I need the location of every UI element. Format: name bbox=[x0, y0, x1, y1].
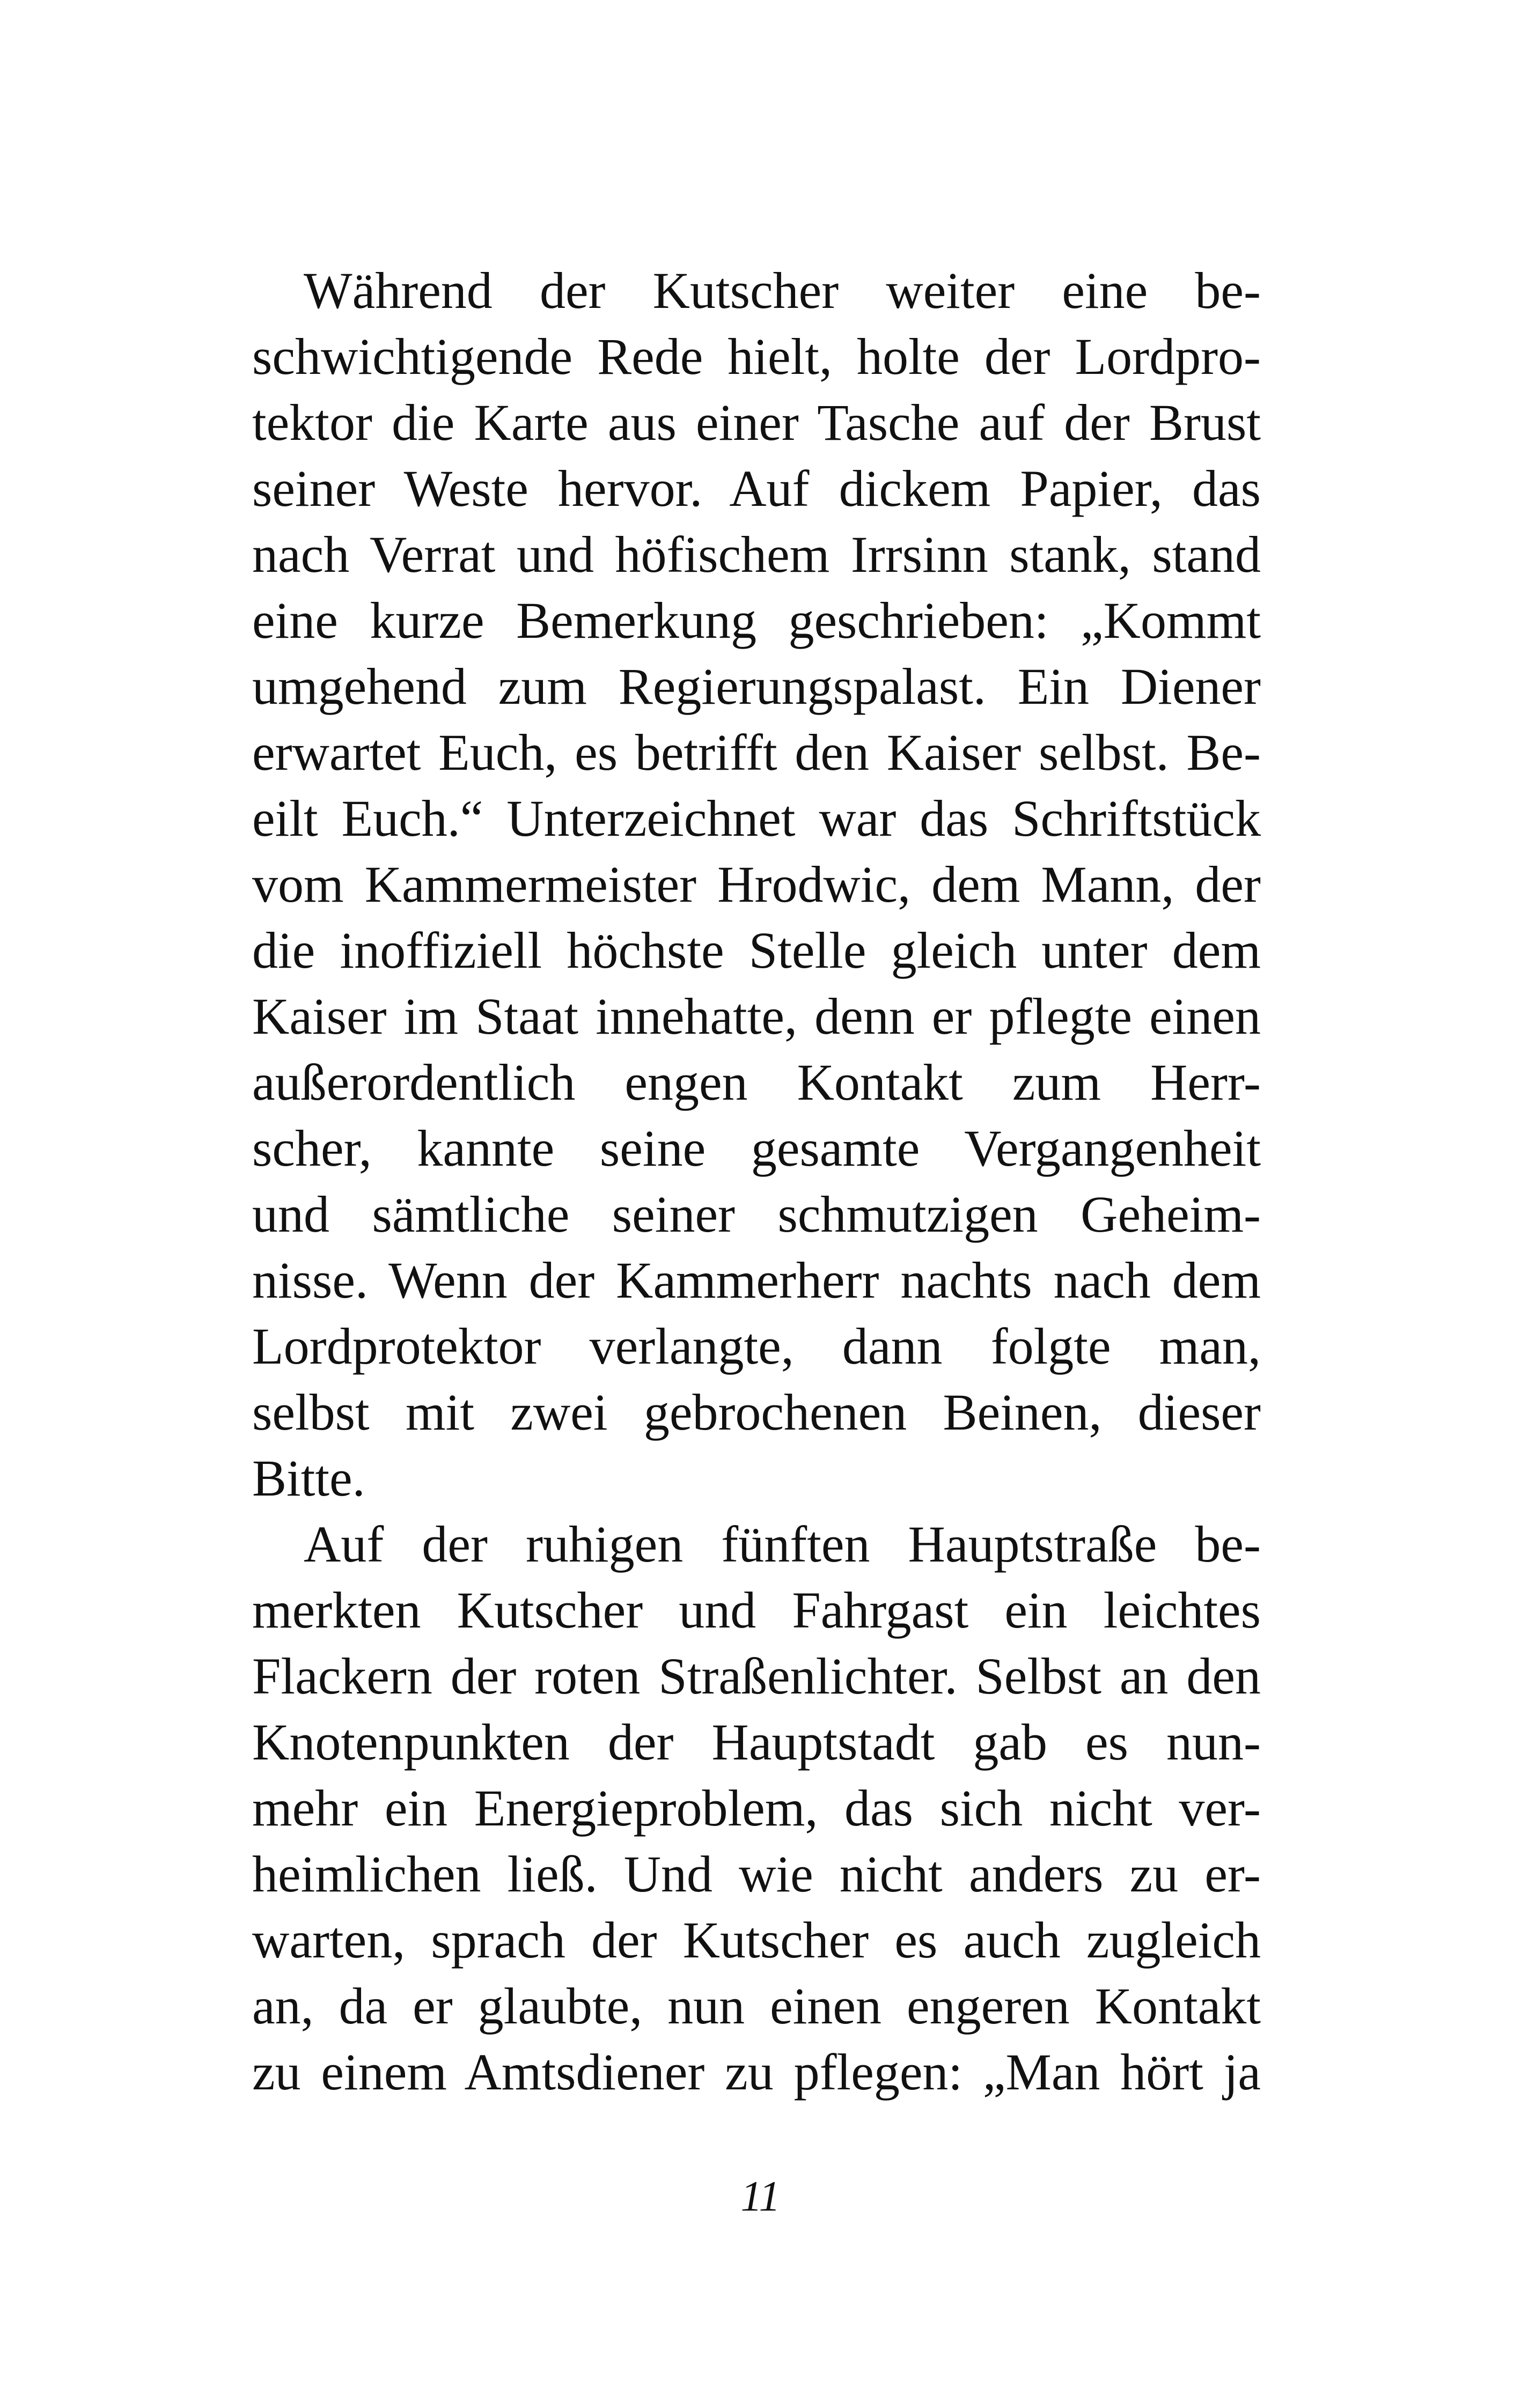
text-line: außerordentlich engen Kontakt zum Herr- bbox=[252, 1054, 1261, 1111]
text-line: heimlichen ließ. Und wie nicht anders zu er- bbox=[252, 1845, 1261, 1903]
text-line: nach Verrat und höfischem Irrsinn stank, stand bbox=[252, 526, 1261, 583]
text-line: an, da er glaubte, nun einen engeren Kontakt bbox=[252, 1977, 1261, 2035]
text-line: selbst mit zwei gebrochenen Beinen, dieser bbox=[252, 1383, 1261, 1441]
text-line: Flackern der roten Straßenlichter. Selbst an den bbox=[252, 1647, 1261, 1705]
paragraph bbox=[252, 1511, 1261, 2105]
text-line: Kaiser im Staat innehatte, denn er pflegte einen bbox=[252, 988, 1261, 1045]
text-line: Lordprotektor verlangte, dann folgte man, bbox=[252, 1317, 1261, 1375]
text-line: eine kurze Bemerkung geschrieben: „Kommt bbox=[252, 592, 1261, 649]
text-line: und sämtliche seiner schmutzigen Geheim- bbox=[252, 1185, 1261, 1243]
text-line: mehr ein Energieproblem, das sich nicht ver- bbox=[252, 1779, 1261, 1837]
text-line: nisse. Wenn der Kammerherr nachts nach dem bbox=[252, 1251, 1261, 1309]
text-line: schwichtigende Rede hielt, holte der Lordpro- bbox=[252, 328, 1261, 385]
text-line: erwartet Euch, es betrifft den Kaiser selbst. Be- bbox=[252, 724, 1261, 781]
text-line: Auf der ruhigen fünften Hauptstraße be- bbox=[304, 1515, 1261, 1573]
text-line: Knotenpunkten der Hauptstadt gab es nun- bbox=[252, 1713, 1261, 1771]
paragraph bbox=[252, 257, 1261, 1511]
text-line: warten, sprach der Kutscher es auch zugleich bbox=[252, 1911, 1261, 1969]
text-line: Bitte. bbox=[252, 1449, 365, 1507]
text-line: zu einem Amtsdiener zu pflegen: „Man hört ja bbox=[252, 2043, 1261, 2101]
text-line: vom Kammermeister Hrodwic, dem Mann, der bbox=[252, 856, 1261, 913]
text-line: eilt Euch.“ Unterzeichnet war das Schriftstück bbox=[252, 790, 1261, 847]
text-line: Während der Kutscher weiter eine be- bbox=[304, 262, 1261, 319]
body-text bbox=[252, 257, 1261, 2105]
text-line: umgehend zum Regierungspalast. Ein Diener bbox=[252, 658, 1261, 715]
text-line: die inoffiziell höchste Stelle gleich unter dem bbox=[252, 922, 1261, 979]
text-line: tektor die Karte aus einer Tasche auf der Brust bbox=[252, 394, 1261, 451]
text-line: seiner Weste hervor. Auf dickem Papier, das bbox=[252, 460, 1261, 517]
text-line: merkten Kutscher und Fahrgast ein leichtes bbox=[252, 1581, 1261, 1639]
page-number: 11 bbox=[740, 2173, 781, 2220]
text-line: scher, kannte seine gesamte Vergangenheit bbox=[252, 1120, 1261, 1177]
